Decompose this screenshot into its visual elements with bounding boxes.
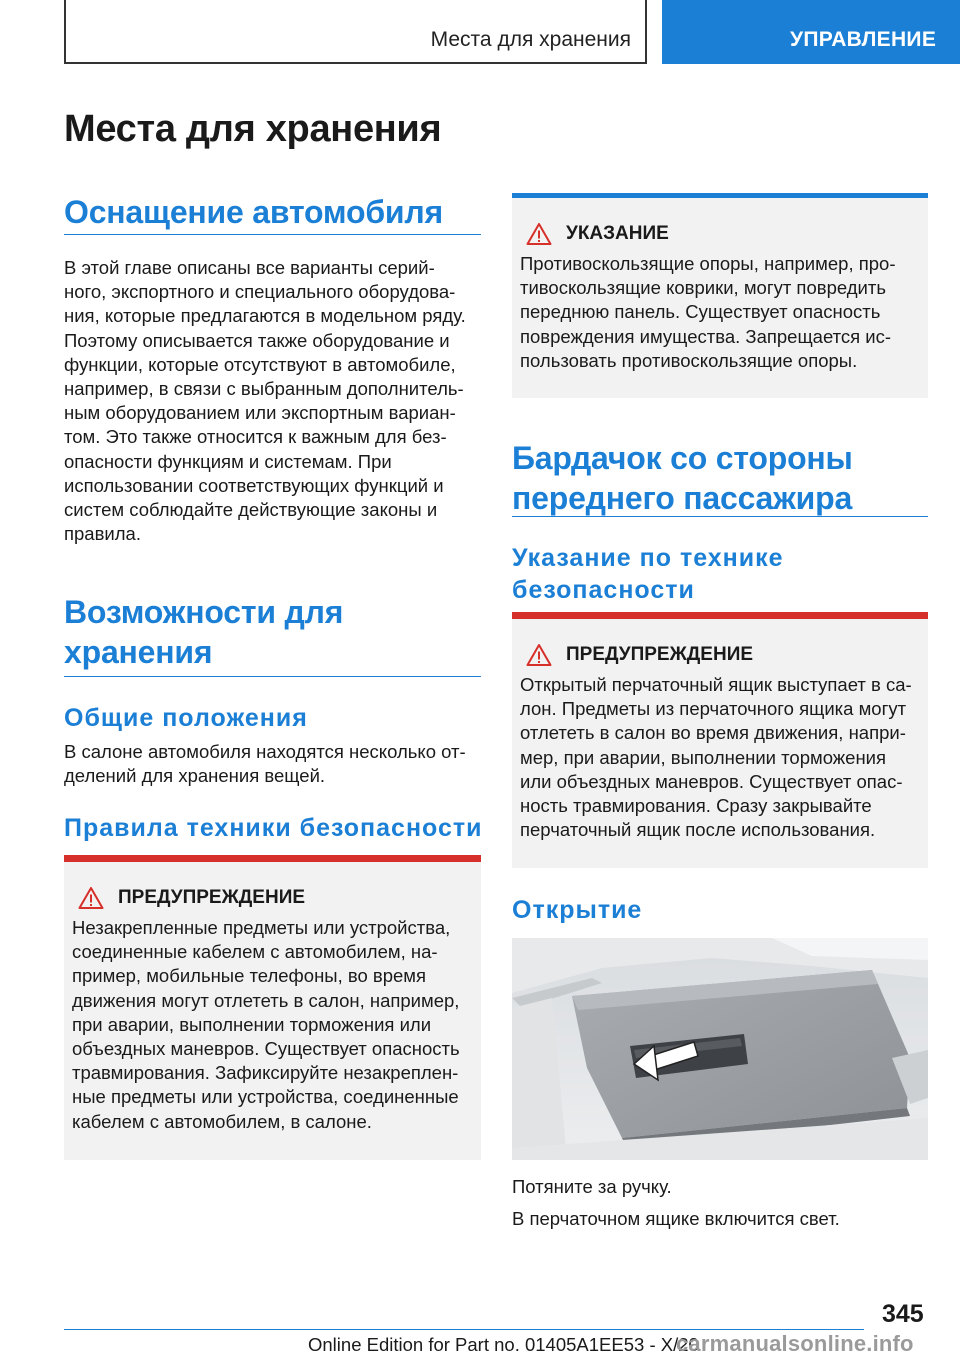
heading-opening: Открытие [512, 896, 643, 924]
page-title: Места для хранения [64, 108, 442, 150]
warning-label: ПРЕДУПРЕЖДЕНИЕ [118, 887, 306, 908]
warning-box-right [512, 612, 928, 868]
warning-text: Незакрепленные предметы или устройства, соединенные кабелем с автомобилем, на- пример, мобильные телефоны, во время движения могут отлететь в салон, например, при аварии, выполнении торможения или объездных маневров. Существует опасность травмирования. Зафиксируйте незакреплен- ные предметы или устройства, соединенные кабелем с автомобилем, в салоне. [72, 917, 460, 1132]
general-paragraph: В салоне автомобиля находятся несколько от- делений для хранения вещей. [64, 741, 466, 787]
warning-box-header [520, 641, 920, 669]
footer-edition: Online Edition for Part no. 01405A1EE53 - X/20 [308, 1334, 699, 1355]
heading-rule [512, 516, 928, 517]
heading-general: Общие положения [64, 704, 308, 732]
footer-rule [64, 1329, 864, 1330]
notice-text: Противоскользящие опоры, например, про- тивоскользящие коврики, могут повредить переднюю панель. Существует опасность повреждения имущества. Запрещается ис- пользовать противоскользящие опоры. [520, 253, 896, 371]
notice-box-header [520, 220, 920, 248]
heading-safety-note: Указание по технике безопасности [512, 544, 784, 604]
page-number: 345 [882, 1300, 924, 1328]
glovebox-handle-illustration [512, 938, 928, 1160]
heading-safety-rules: Правила техники безопасности [64, 814, 483, 842]
notice-label: УКАЗАНИЕ [566, 223, 669, 244]
footer-watermark: carmanualsonline.info [676, 1331, 914, 1356]
header-section-title: Места для хранения [430, 28, 631, 51]
heading-equipment: Оснащение автомобиля [64, 194, 443, 230]
glovebox-illustration [512, 938, 928, 1160]
heading-glovebox: Бардачок со стороны переднего пассажира [512, 440, 853, 516]
header-section-box [64, 0, 647, 64]
warning-label: ПРЕДУПРЕЖДЕНИЕ [566, 644, 754, 665]
heading-rule [64, 234, 481, 235]
notice-triangle-icon [526, 222, 552, 246]
warning-triangle-icon [526, 643, 552, 667]
warning-text: Открытый перчаточный ящик выступает в са- лон. Предметы из перчаточного ящика могут отлететь в салон во время движения, напри- мер, при аварии, выполнении торможения или объездных маневров. Существует опас- ность травмирования. Сразу закрывайте перчаточный ящик после использования. [520, 674, 912, 841]
heading-storage-options: Возможности для хранения [64, 594, 344, 670]
equipment-paragraph: В этой главе описаны все варианты серий- ного, экспортного и специального оборудова- ния, которые предлагаются в модельном ряду. Поэтому описывается также оборудование и функции, которые отсутствуют в автомобиле, например, в связи с выбранным дополнитель- ным оборудованием или экспортным вариан- том. Это также относится к важным для без- опасности функциям и системам. При использовании соответствующих функций и систем соблюдайте действующие законы и правила. [64, 257, 466, 545]
warning-box-header [72, 884, 473, 912]
header-chapter-tab: УПРАВЛЕНИЕ [662, 0, 960, 64]
step-pull-handle: Потяните за ручку. [512, 1176, 672, 1197]
warning-triangle-icon [78, 886, 104, 910]
step-light-on: В перчаточном ящике включится свет. [512, 1208, 840, 1229]
warning-box-left [64, 855, 481, 1160]
notice-box [512, 193, 928, 398]
heading-rule [64, 676, 481, 677]
